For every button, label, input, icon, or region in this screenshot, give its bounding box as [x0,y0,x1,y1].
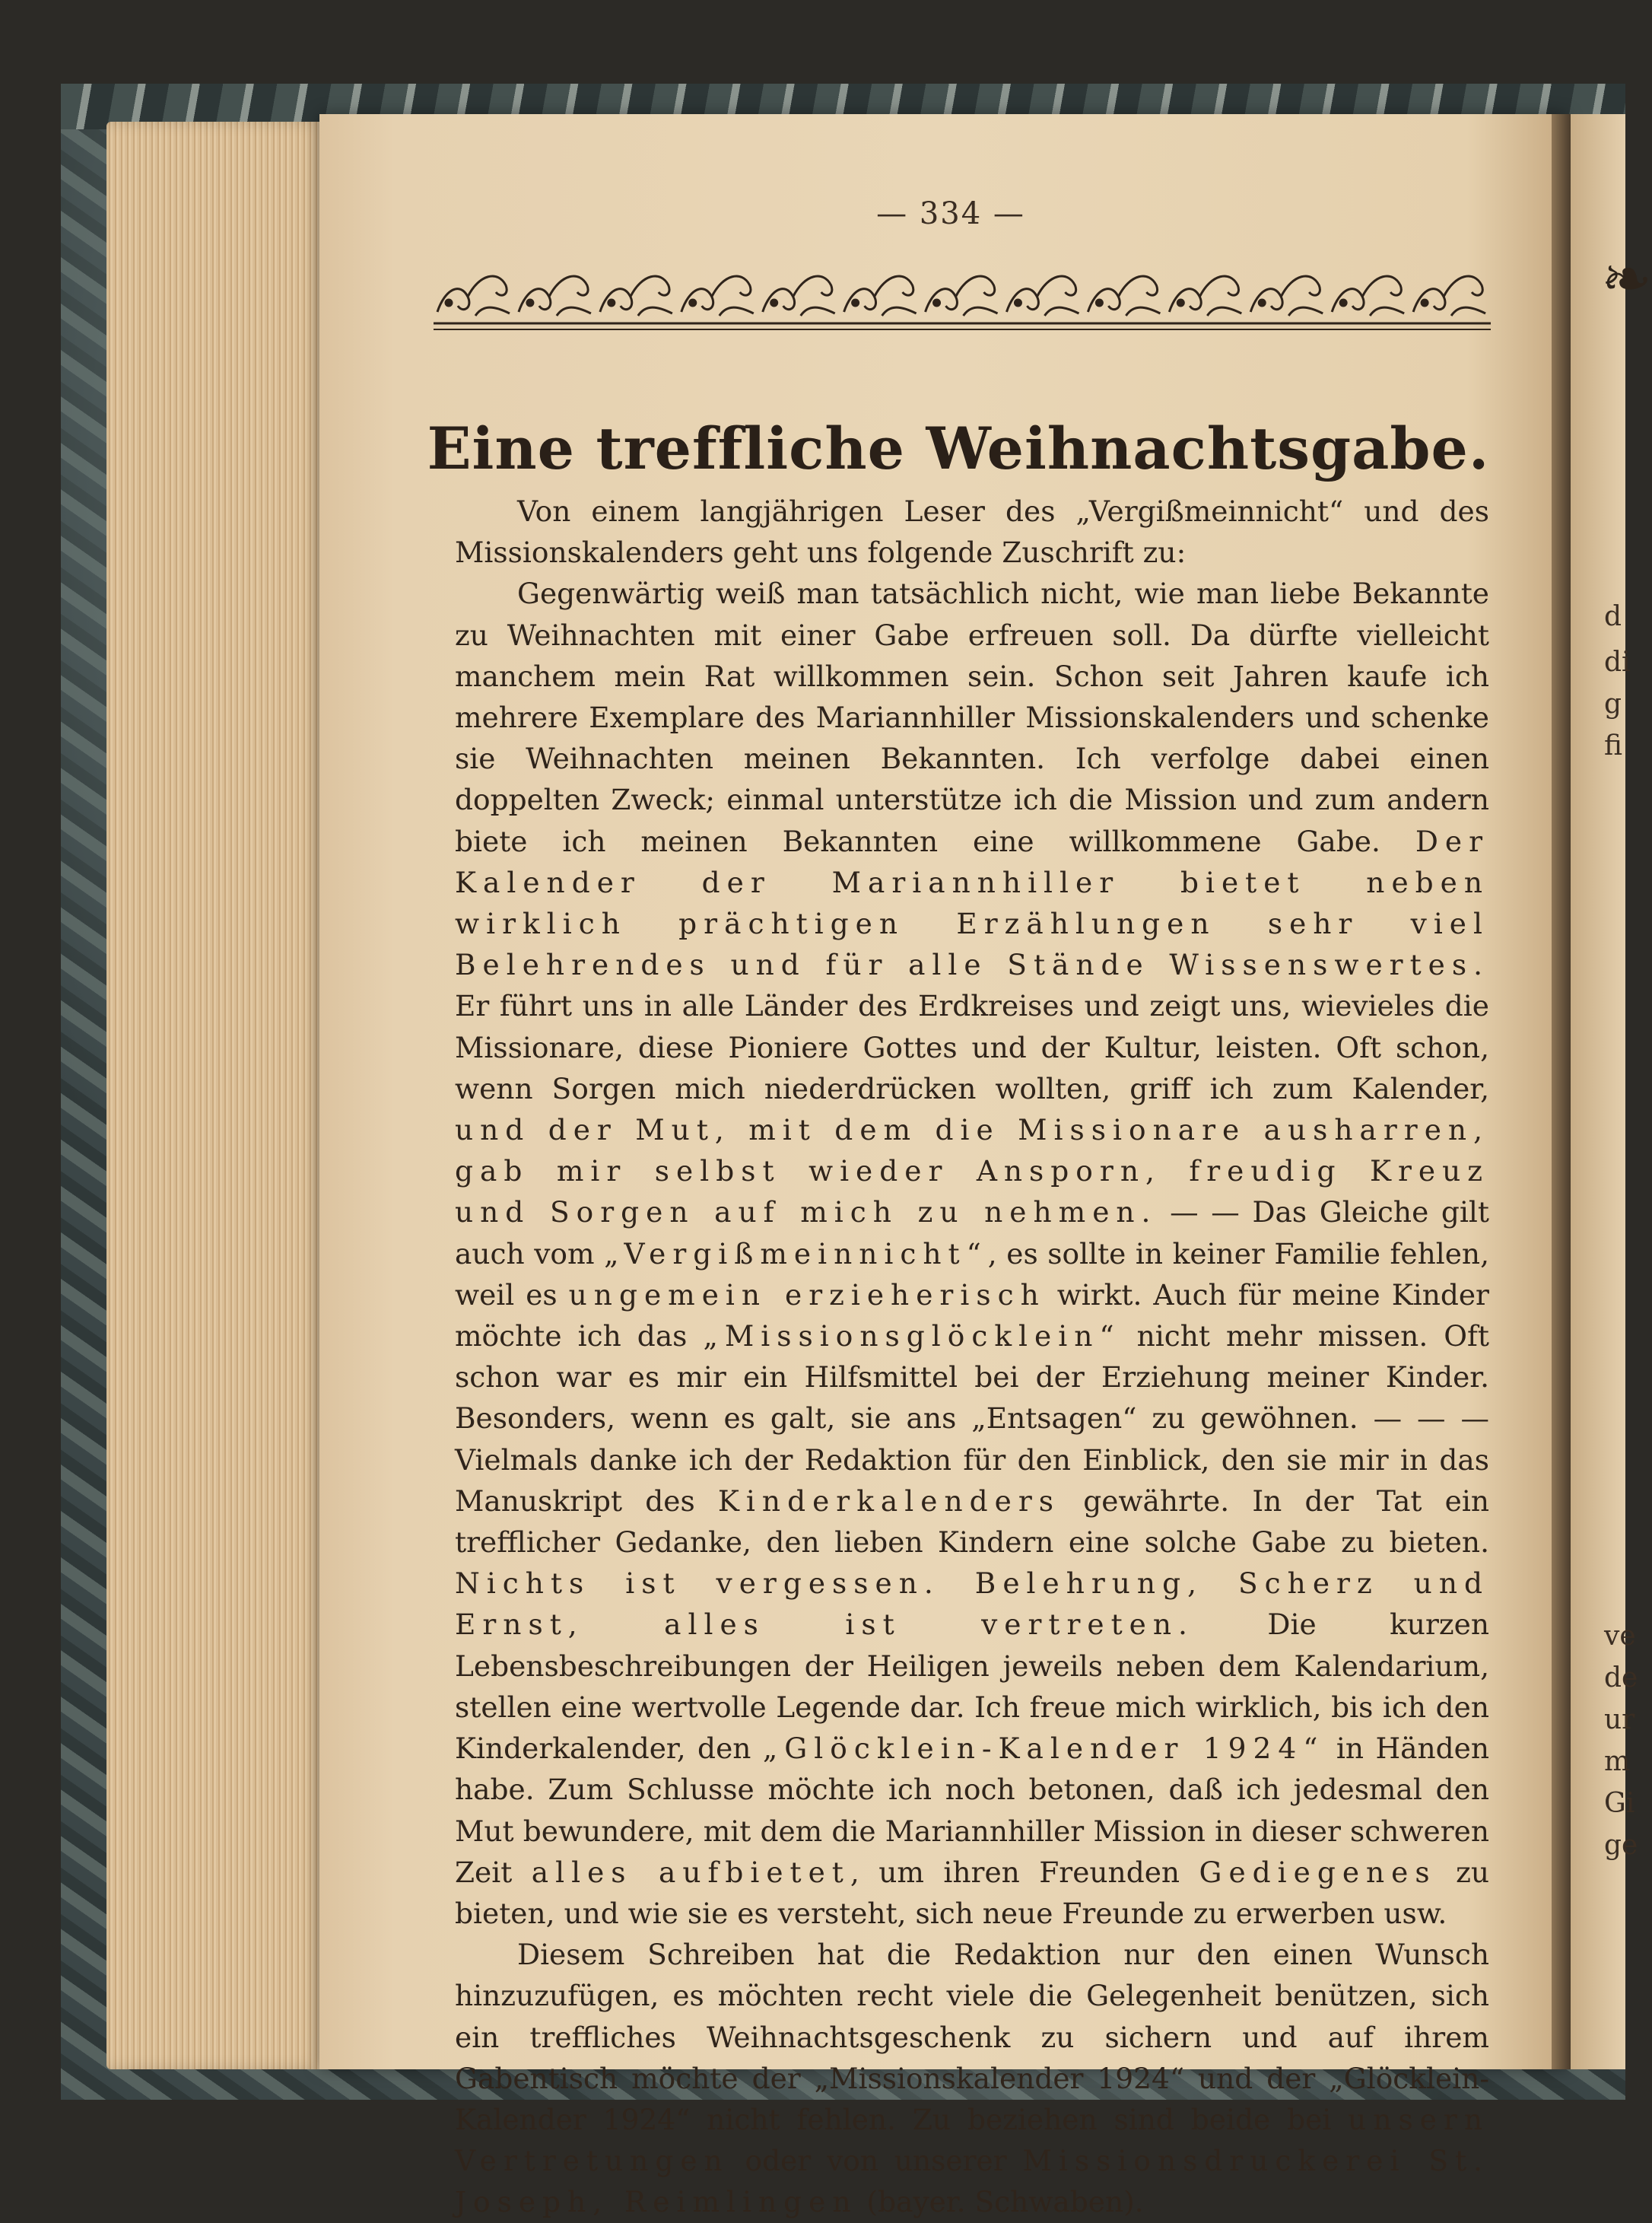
article-title: Eine treffliche Weihnachtsgabe. [427,415,1490,482]
spaced-text: „Glöcklein-Kalender 1924“ [762,1732,1325,1766]
next-page-fragment: g [1604,689,1622,720]
next-page-fragment: di [1604,647,1631,678]
paragraph [455,573,1489,1934]
next-page-fragment: d [1604,601,1622,632]
text-run: Er führt uns in alle Länder des Erdkreises und zeigt uns, wievieles die Missionare, diese Pioniere Gottes und der Kultur, leisten. Oft schon, wenn Sorgen mich niederdrücken wollten, griff ich zum Kalender, [455,989,1489,1105]
spaced-text: Missionsdruckerei St. Joseph, Reimlingen [455,2144,1489,2219]
spaced-text: Gediegenes [1199,1855,1437,1889]
text-run: — — Das Gleiche gilt auch vom [455,1195,1489,1271]
text-run: gewährte. In der Tat ein trefflicher Gedanke, den lieben Kindern eine solche Gabe zu bieten. [455,1484,1489,1560]
page-edges [106,122,327,2069]
text-run: Gegenwärtig weiß man tatsächlich nicht, wie man liebe Bekannte zu Weihnachten mit einer Gabe erfreuen soll. Da dürfte vielleicht manchem mein Rat willkommen sein. Schon seit Jahren kaufe ich mehrere Exemplare des Mariannhiller Missionskalenders und schenke sie Weihnachten meinen Bekannten. Ich verfolge dabei einen doppelten Zweck; einmal unterstütze ich die Mission und zum andern biete ich meinen Bekannten eine willkommene Gabe. [455,577,1489,858]
next-page-fragment: fi [1604,730,1623,762]
spaced-text: alles aufbietet [531,1855,850,1889]
spaced-text: ungemein erzieherisch [568,1277,1046,1312]
text-run: wirkt. Auch für meine Kinder möchte ich das [455,1277,1489,1353]
text-run: nicht mehr missen. Oft schon war es mir ein Hilfsmittel bei der Erziehung meiner Kinder. Besonders, wenn es galt, sie ans „Entsagen“ zu gewöhnen. — — — Vielmals danke ich der Redaktion für den Einblick, den sie mir in das Manuskript des [455,1319,1489,1518]
next-page-fragment: ge [1604,1830,1638,1861]
text-run: , um ihren Freunden [850,1855,1199,1889]
spaced-text: Kinderkalenders [717,1484,1060,1518]
text-run: (bayer. Schwaben). [857,2185,1144,2219]
page-number: — 334 — [876,196,1025,231]
next-page-fragment: de [1604,1662,1638,1693]
article-body [455,491,1489,2223]
text-run: zu bieten, und wie sie es versteht, sich neue Freunde zu erwerben usw. [455,1855,1489,1930]
paragraph [455,1934,1489,2222]
spaced-text: und der Mut, mit dem die Missionare ausharren, gab mir selbst wieder Ansporn, freudig Kreuz und Sorgen auf mich zu nehmen. [455,1113,1489,1229]
text-run: in Händen habe. Zum Schlusse möchte ich noch betonen, daß ich jedesmal den Mut bewundere, mit dem die Mariannhiller Mission in dieser schweren Zeit [455,1732,1489,1889]
text-run: Diesem Schreiben hat die Redaktion nur den einen Wunsch hinzuzufügen, es möchten recht viele die Gelegenheit benützen, sich ein treffliches Weihnachtsgeschenk zu sichern und auf ihrem Gabentisch möchte der „Missionskalender 1924“ und der „Glöcklein-Kalender 1924“ nicht fehlen. Zu beziehen sind beide bei [455,1938,1489,2136]
spaced-text: unsern Vertretungen [455,2102,1489,2178]
next-page-fragment: Gi [1604,1788,1635,1819]
next-page-fragment: m [1604,1746,1631,1777]
decorative-border-ornament [434,259,1491,335]
text-run: , es sollte in keiner Familie fehlen, weil es [455,1236,1489,1312]
text-run: Die kurzen Lebensbeschreibungen der Heiligen jeweils neben dem Kalendarium, stellen eine wertvolle Legende dar. Ich freue mich wirklich, bis ich den Kinderkalender, den [455,1608,1489,1766]
text-run: oder von unserer [729,2144,1023,2178]
paragraph [455,491,1489,573]
next-page-edge [1571,114,1652,2069]
spaced-text: „Vergißmeinnicht“ [604,1236,988,1271]
next-page-fragment: ve [1604,1620,1636,1652]
next-page-ornament: ❧ [1601,243,1652,314]
spaced-text: Der Kalender der Mariannhiller bietet neben wirklich prächtigen Erzählungen sehr viel Belehrendes und für alle Stände Wissenswertes. [455,824,1489,982]
next-page-fragment: ur [1604,1704,1635,1735]
spaced-text: „Missionsglöcklein“ [703,1319,1121,1353]
spaced-text: Nichts ist vergessen. Belehrung, Scherz und Ernst, alles ist vertreten. [455,1566,1489,1642]
text-run: Von einem langjährigen Leser des „Vergißmeinnicht“ und des Missionskalenders geht uns folgende Zuschrift zu: [455,495,1489,570]
